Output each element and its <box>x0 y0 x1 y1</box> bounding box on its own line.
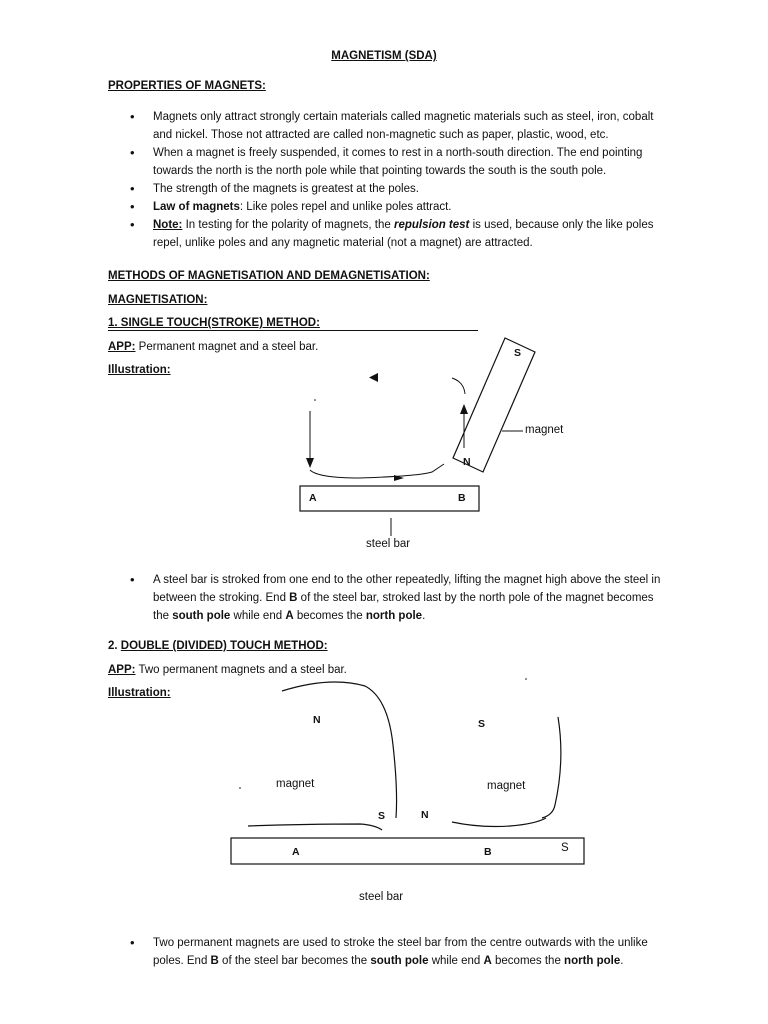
left-magnet-base <box>248 824 382 830</box>
page-title: MAGNETISM (SDA) <box>331 50 437 62</box>
double-illustration-label: Illustration: <box>108 687 171 699</box>
end-b-label: B <box>484 846 492 858</box>
left-magnet-north: N <box>313 714 321 726</box>
note-label: Note: <box>153 219 183 231</box>
emphasis: B <box>289 592 298 604</box>
bullet-text: The strength of the magnets is greatest at the poles. <box>153 183 419 195</box>
app-text: Permanent magnet and a steel bar. <box>135 341 319 353</box>
right-magnet-base <box>452 818 546 827</box>
list-item <box>108 934 668 970</box>
right-magnet-label: magnet <box>487 780 526 792</box>
dot <box>525 678 527 680</box>
bullet-text: . <box>422 610 426 622</box>
left-magnet-south: S <box>378 810 386 822</box>
end-a-label: A <box>292 846 300 858</box>
single-touch-heading: 1. SINGLE TOUCH(STROKE) METHOD: <box>108 317 320 329</box>
magnet-south-pole: S <box>514 347 522 359</box>
magnet-north-pole: N <box>463 456 471 468</box>
properties-heading: PROPERTIES OF MAGNETS: <box>108 80 266 92</box>
right-magnet-curve <box>542 717 561 818</box>
bullet-text: while end <box>428 955 484 967</box>
app-text: Two permanent magnets and a steel bar. <box>135 664 347 676</box>
end-s-label: S <box>561 842 569 854</box>
bullet-text: : Like poles repel and unlike poles attract. <box>239 201 452 213</box>
right-magnet-south: S <box>478 718 486 730</box>
bullet-text: becomes the <box>293 610 366 622</box>
bullet-text: In testing for the polarity of magnets, the <box>182 219 394 231</box>
end-b-label: B <box>458 492 466 504</box>
steel-bar-shape <box>231 838 584 864</box>
steel-bar-label: steel bar <box>359 891 404 903</box>
emphasis: north pole <box>564 955 621 967</box>
double-touch-notes <box>108 934 668 970</box>
magnet-label: magnet <box>525 424 564 436</box>
bullet-text: When a magnet is freely suspended, it comes to rest in a north-south direction. The end pointing towards the north is the north pole while that pointing towards the south is the south pole. <box>153 147 643 177</box>
left-magnet-label: magnet <box>276 778 315 790</box>
right-magnet-north: N <box>421 809 429 821</box>
law-label: Law of magnets <box>153 201 240 213</box>
single-illustration-label: Illustration: <box>108 364 171 376</box>
emphasis: repulsion test <box>393 219 470 231</box>
methods-heading: METHODS OF MAGNETISATION AND DEMAGNETISATION: <box>108 270 430 282</box>
bullet-text: . <box>620 955 624 967</box>
app-label: APP: <box>108 341 136 353</box>
heading-number: 2. <box>108 640 121 652</box>
bullet-text: becomes the <box>491 955 565 967</box>
bullet-text: of the steel bar, stroked last by the north pole of the magnet becomes the <box>153 592 654 622</box>
end-a-label: A <box>309 492 317 504</box>
emphasis: A <box>285 610 294 622</box>
bullet-text: is used, because only the like poles repel, unlike poles and any magnetic material (not a magnet) are attracted. <box>153 219 654 249</box>
dot <box>239 787 241 789</box>
bullet-text: Magnets only attract strongly certain materials called magnetic materials such as steel, iron, cobalt and nickel. Those not attracted are called non-magnetic such as paper, plastic, wood, etc. <box>153 111 654 141</box>
emphasis: B <box>210 955 219 967</box>
left-magnet-curve <box>282 682 397 818</box>
app-label: APP: <box>108 664 136 676</box>
heading-text: DOUBLE (DIVIDED) TOUCH METHOD: <box>120 640 328 652</box>
emphasis: south pole <box>370 955 429 967</box>
bullet-text: Two permanent magnets are used to stroke the steel bar from the centre outwards with the unlike poles. End <box>153 937 648 967</box>
emphasis: south pole <box>172 610 231 622</box>
bullet-text: A steel bar is stroked from one end to the other repeatedly, lifting the magnet high above the steel in between the stroking. End <box>153 574 661 604</box>
emphasis: A <box>483 955 492 967</box>
emphasis: north pole <box>365 610 423 622</box>
bullet-text: while end <box>230 610 286 622</box>
magnetisation-heading: MAGNETISATION: <box>108 294 208 306</box>
bullet-text: of the steel bar becomes the <box>218 955 371 967</box>
steel-bar-label: steel bar <box>366 538 411 550</box>
